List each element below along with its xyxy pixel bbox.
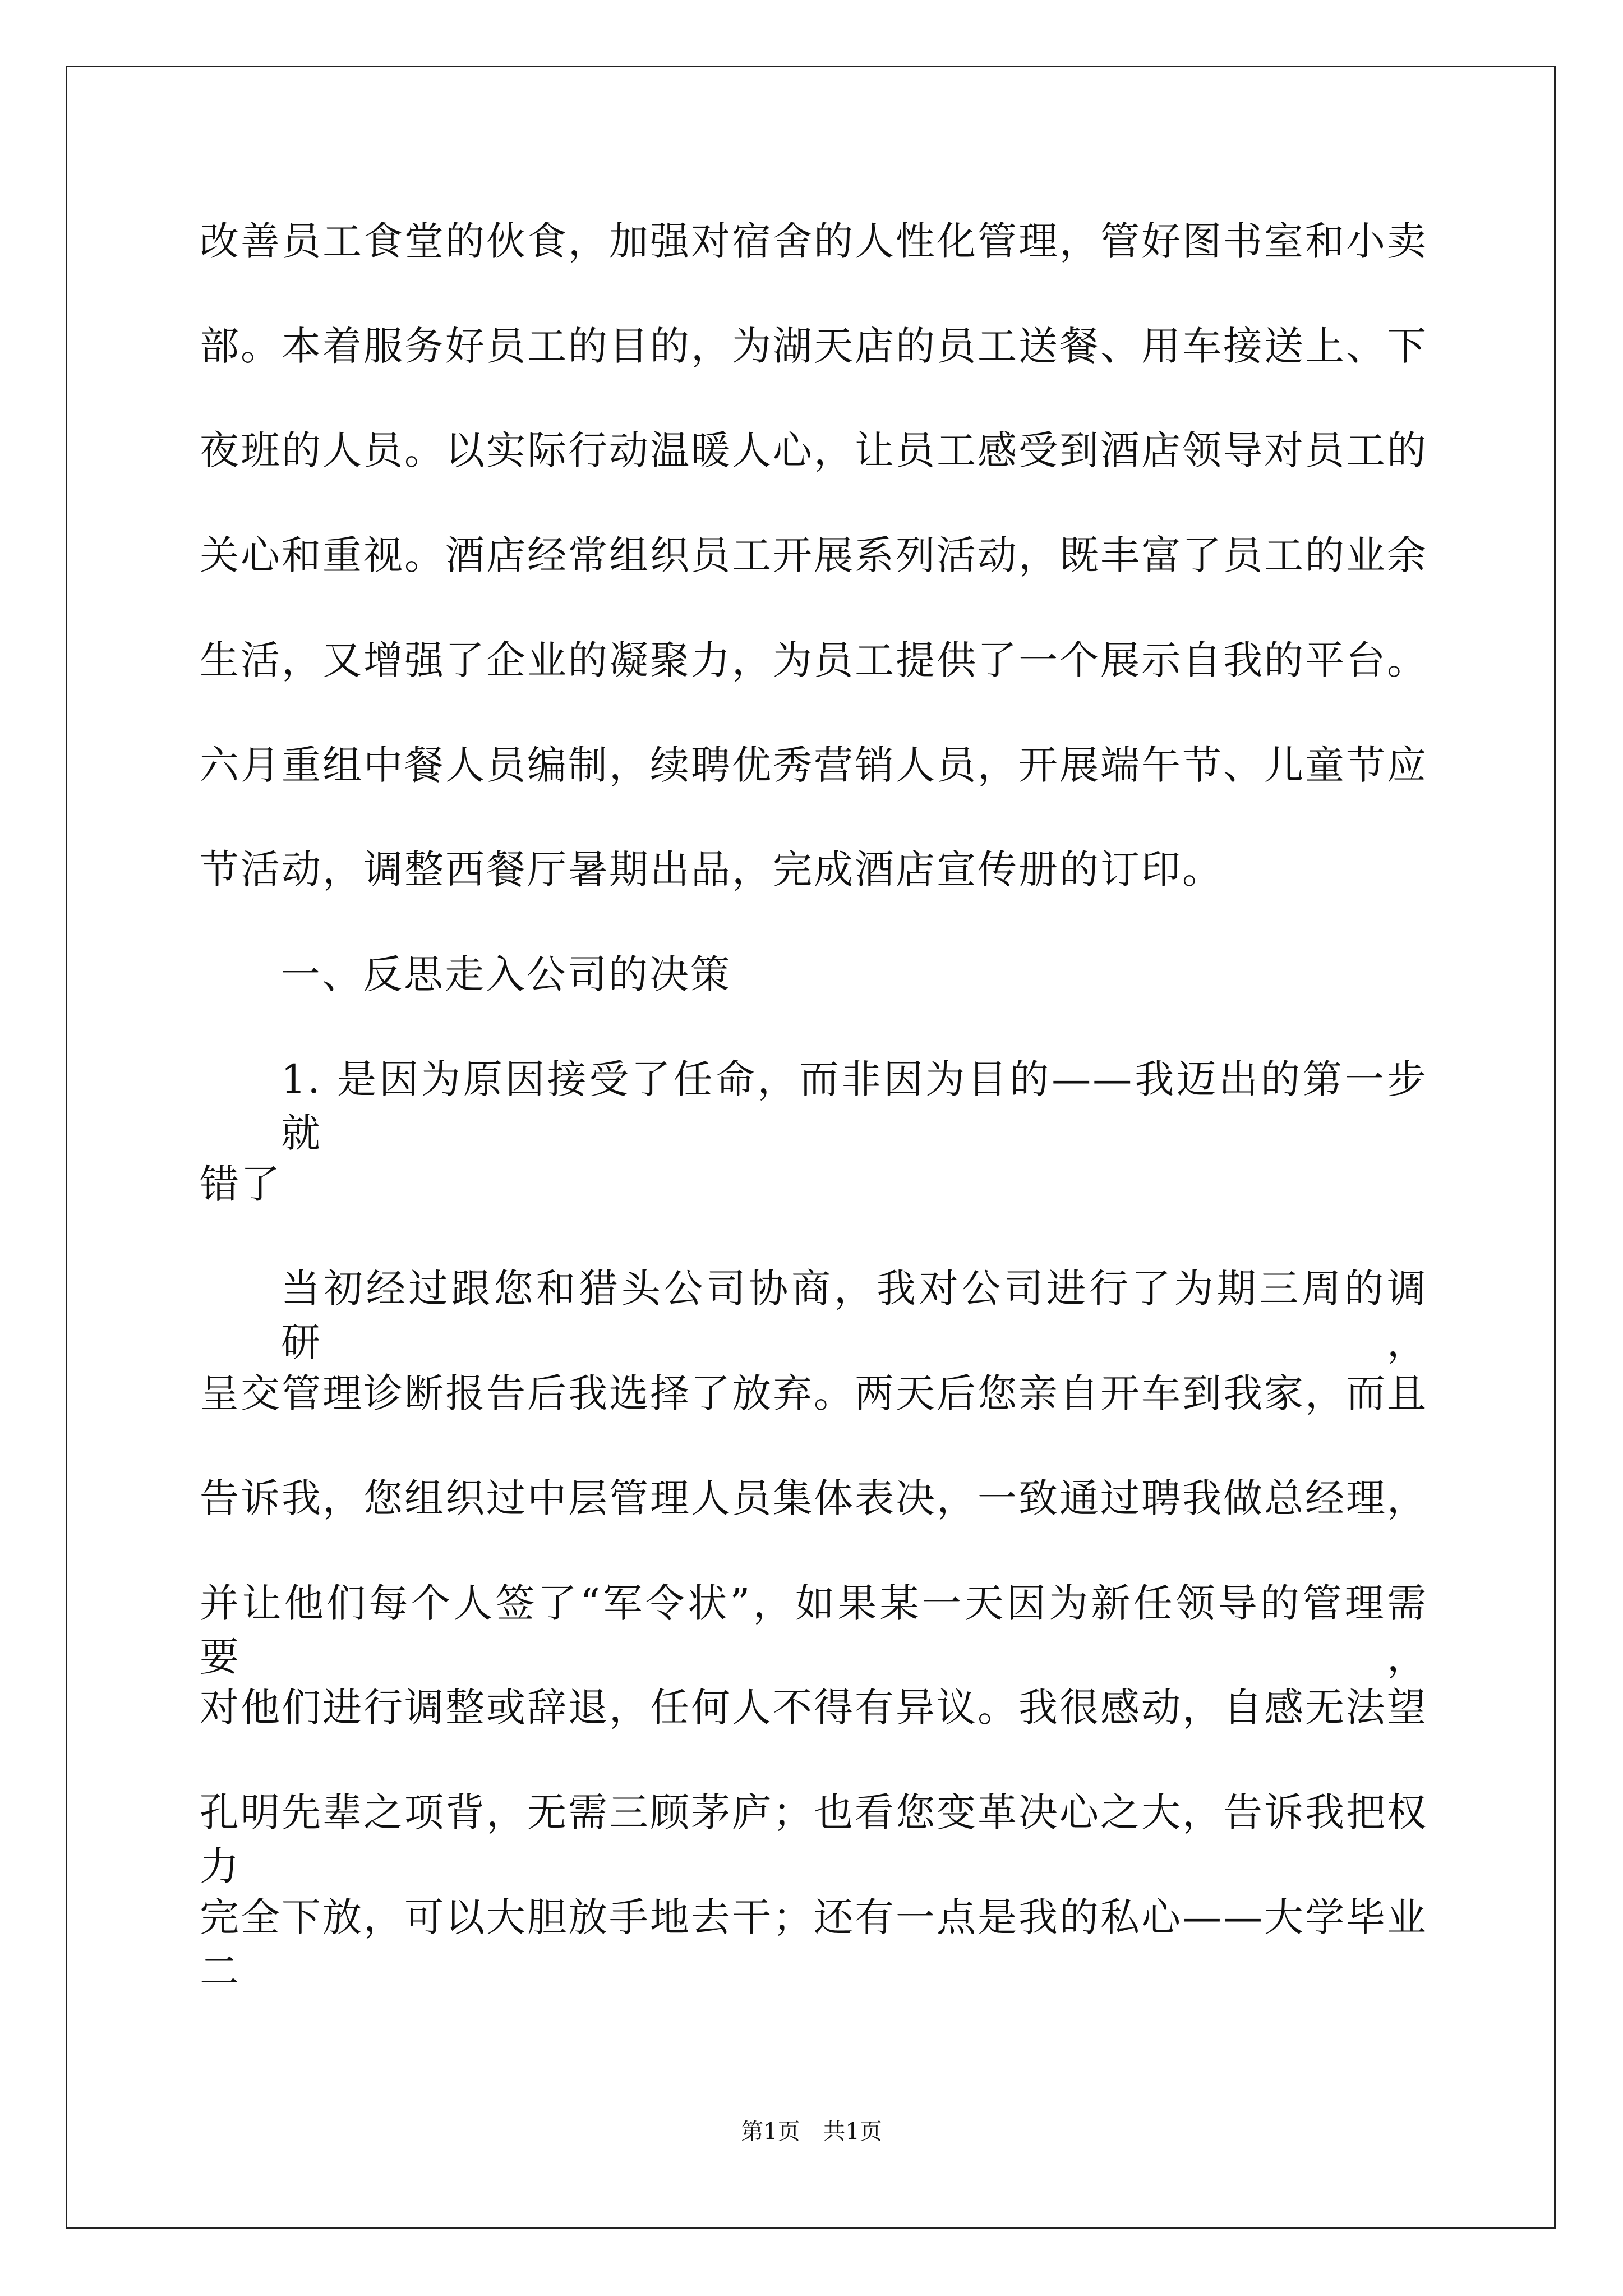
text-line: 当初经过跟您和猎头公司协商，我对公司进行了为期三周的调研， xyxy=(281,1266,1428,1365)
text-line: 六月重组中餐人员编制，续聘优秀营销人员，开展端午节、儿童节应 xyxy=(200,742,1428,788)
page-number: 第1页 xyxy=(741,2119,800,2145)
text-line: 完全下放，可以大胆放手地去干；还有一点是我的私心——大学毕业二 xyxy=(200,1894,1428,1994)
text-line: 呈交管理诊断报告后我选择了放弃。两天后您亲自开车到我家，而且 xyxy=(200,1370,1428,1416)
section-heading: 一、反思走入公司的决策 xyxy=(281,951,731,997)
text-line: 改善员工食堂的伙食，加强对宿舍的人性化管理，管好图书室和小卖 xyxy=(200,218,1428,264)
text-line: 对他们进行调整或辞退，任何人不得有异议。我很感动，自感无法望 xyxy=(200,1685,1428,1731)
text-line: 生活，又增强了企业的凝聚力，为员工提供了一个展示自我的平台。 xyxy=(200,637,1428,683)
text-line: 部。本着服务好员工的目的，为湖天店的员工送餐、用车接送上、下 xyxy=(200,323,1428,369)
subsection-heading: 1. 是因为原因接受了任命，而非因为目的——我迈出的第一步就 xyxy=(281,1056,1428,1156)
text-line: 关心和重视。酒店经常组织员工开展系列活动，既丰富了员工的业余 xyxy=(200,532,1428,578)
text-line: 告诉我，您组织过中层管理人员集体表决，一致通过聘我做总经理， xyxy=(200,1475,1428,1521)
text-line: 孔明先辈之项背，无需三顾茅庐；也看您变革决心之大，告诉我把权力 xyxy=(200,1789,1428,1889)
subsection-heading-continued: 错了 xyxy=(200,1161,282,1207)
text-line: 节活动，调整西餐厅暑期出品，完成酒店宣传册的订印。 xyxy=(200,846,1223,892)
page-footer xyxy=(0,2115,1623,2148)
text-line: 并让他们每个人签了“军令状”，如果某一天因为新任领导的管理需要， xyxy=(200,1580,1428,1680)
page-total: 共1页 xyxy=(823,2119,882,2145)
text-line: 夜班的人员。以实际行动温暖人心，让员工感受到酒店领导对员工的 xyxy=(200,427,1428,473)
